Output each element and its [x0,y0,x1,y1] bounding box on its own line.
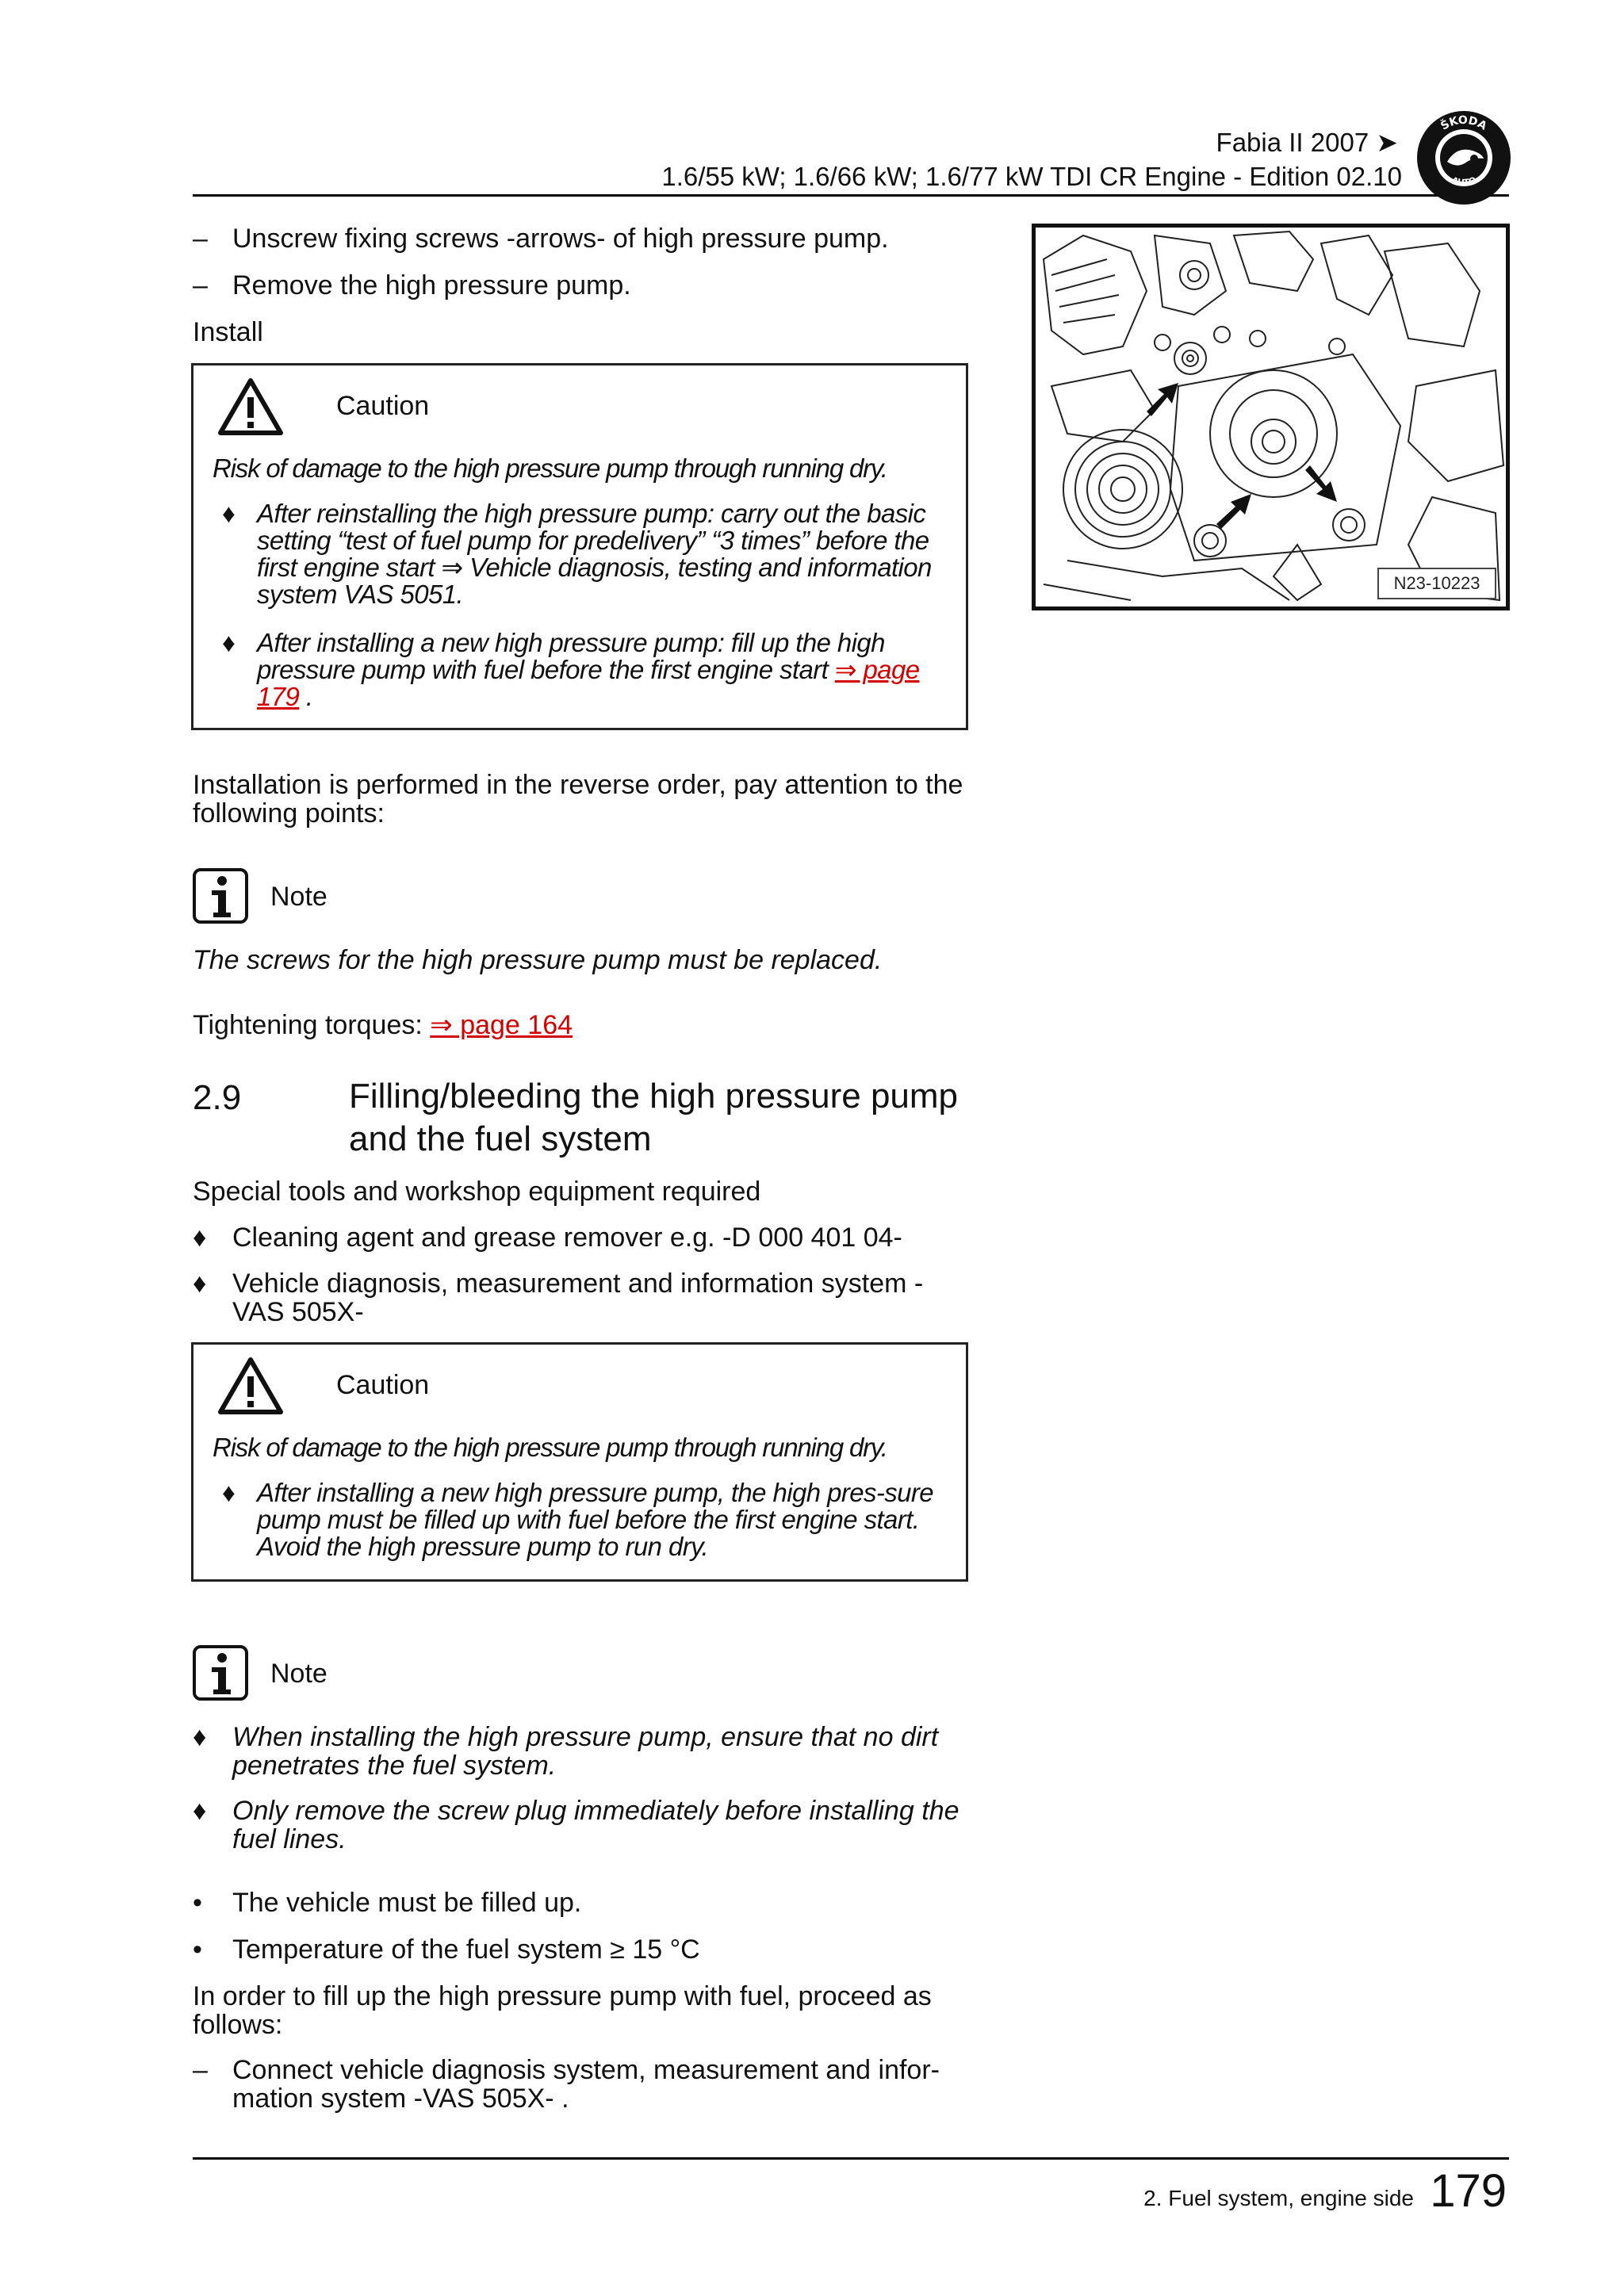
section-title-line2: and the fuel system [349,1119,652,1158]
logo-text-bottom: AUTO [1450,174,1478,189]
note-item [193,1797,986,1854]
bullet-mark: ♦ [222,628,236,657]
torque-label: Tightening torques: [193,1010,423,1040]
caution-box-2 [191,1342,968,1582]
tool-text: Vehicle diagnosis, measurement and information system -VAS 505X- [232,1269,924,1327]
figure-label: N23-10223 [1393,573,1480,593]
warning-icon [217,377,284,437]
logo-text-top: ŠKODA [1438,113,1489,133]
footer-rule [193,2157,1509,2160]
bullet-mark: ♦ [193,1269,207,1299]
caution-risk: Risk of damage to the high pressure pump through running dry. [213,453,887,483]
section-title [349,1075,983,1161]
caution-bullet [222,500,952,608]
bullet-mark: ♦ [193,1722,207,1752]
section-number: 2.9 [193,1078,242,1117]
header-rule [193,194,1509,197]
skoda-logo [1415,109,1512,206]
note-item-text: When installing the high pressure pump, ensure that no dirt penetrates the fuel system. [232,1722,939,1781]
tool-text: Cleaning agent and grease remover e.g. -D 000 401 04- [232,1223,902,1253]
high-pressure-pump-diagram [1036,228,1506,607]
caution-risk: Risk of damage to the high pressure pump through running dry. [213,1433,887,1462]
step-text: Remove the high pressure pump. [232,270,631,300]
caution-title: Caution [336,1370,430,1400]
note-title: Note [270,882,327,912]
caution-bullet-text: After reinstalling the high pressure pump: carry out the basic setting “test of fuel pump for predelivery” “3 times” before the first engine start ⇒ Vehicle diagnosis, testing and information system VAS 5051. [257,499,932,609]
dash-mark: – [193,270,208,300]
condition-text: Temperature of the fuel system ≥ 15 °C [232,1934,700,1965]
caution-bullet-text [257,629,952,710]
bullet-mark: ♦ [222,1478,236,1507]
caution-title: Caution [336,391,430,421]
bullet-mark: ♦ [193,1796,207,1826]
footer-chapter: 2. Fuel system, engine side [1143,2186,1414,2210]
note-text: The screws for the high pressure pump must be replaced. [193,945,883,975]
warning-icon [217,1356,284,1416]
step-text: Unscrew fixing screws -arrows- of high pressure pump. [232,224,889,254]
step-connect [193,2056,970,2113]
install-text: Installation is performed in the reverse order, pay attention to the following points: [193,770,963,828]
note-item-text: Only remove the screw plug immediately before installing the fuel lines. [232,1796,959,1854]
step-unscrew [193,224,986,253]
info-icon [193,868,248,924]
page-number: 179 [1430,2165,1507,2217]
tool-item [193,1223,986,1252]
step-remove [193,271,986,300]
tool-item [193,1269,946,1326]
info-icon [193,1645,248,1701]
dash-mark: – [193,2055,208,2085]
install-heading: Install [193,317,263,347]
engine-figure [1032,224,1510,610]
header-title: Fabia II 2007 ➤ [1216,128,1398,157]
bullet-mark: ♦ [193,1223,207,1253]
tightening-torques [193,1011,573,1039]
bullet-text: After installing a new high pressure pump: fill up the high pressure pump with fuel before the first engine start [257,628,885,684]
section-title-line1: Filling/bleeding the high pressure pump [349,1077,959,1115]
bullet-mark: ♦ [222,499,236,528]
dash-mark: – [193,224,208,254]
condition-item [193,1935,986,1964]
bullet-mark: • [193,1888,202,1918]
page-164-link[interactable]: ⇒ page 164 [430,1010,573,1040]
tools-heading: Special tools and workshop equipment required [193,1177,761,1207]
header-subtitle: 1.6/55 kW; 1.6/66 kW; 1.6/77 kW TDI CR Engine - Edition 02.10 [661,162,1402,191]
bullet-mark: • [193,1934,202,1965]
page-179-link[interactable]: ⇒ page 179 [257,655,920,711]
note-item [193,1723,986,1780]
caution-bullet [222,1479,952,1560]
fill-heading: In order to fill up the high pressure pump with fuel, proceed as follows: [193,1981,932,2040]
bullet-end: . [305,682,313,711]
note-title: Note [270,1659,327,1689]
step-text: Connect vehicle diagnosis system, measurement and infor-mation system -VAS 505X- . [232,2055,940,2114]
caution-bullet-text: After installing a new high pressure pump, the high pres-sure pump must be filled up with fuel before the first engine start. Avoid the high pressure pump to run dry. [257,1478,934,1561]
caution-box-1 [191,363,968,730]
caution-bullet [222,629,952,710]
condition-text: The vehicle must be filled up. [232,1888,582,1918]
condition-item [193,1888,986,1917]
